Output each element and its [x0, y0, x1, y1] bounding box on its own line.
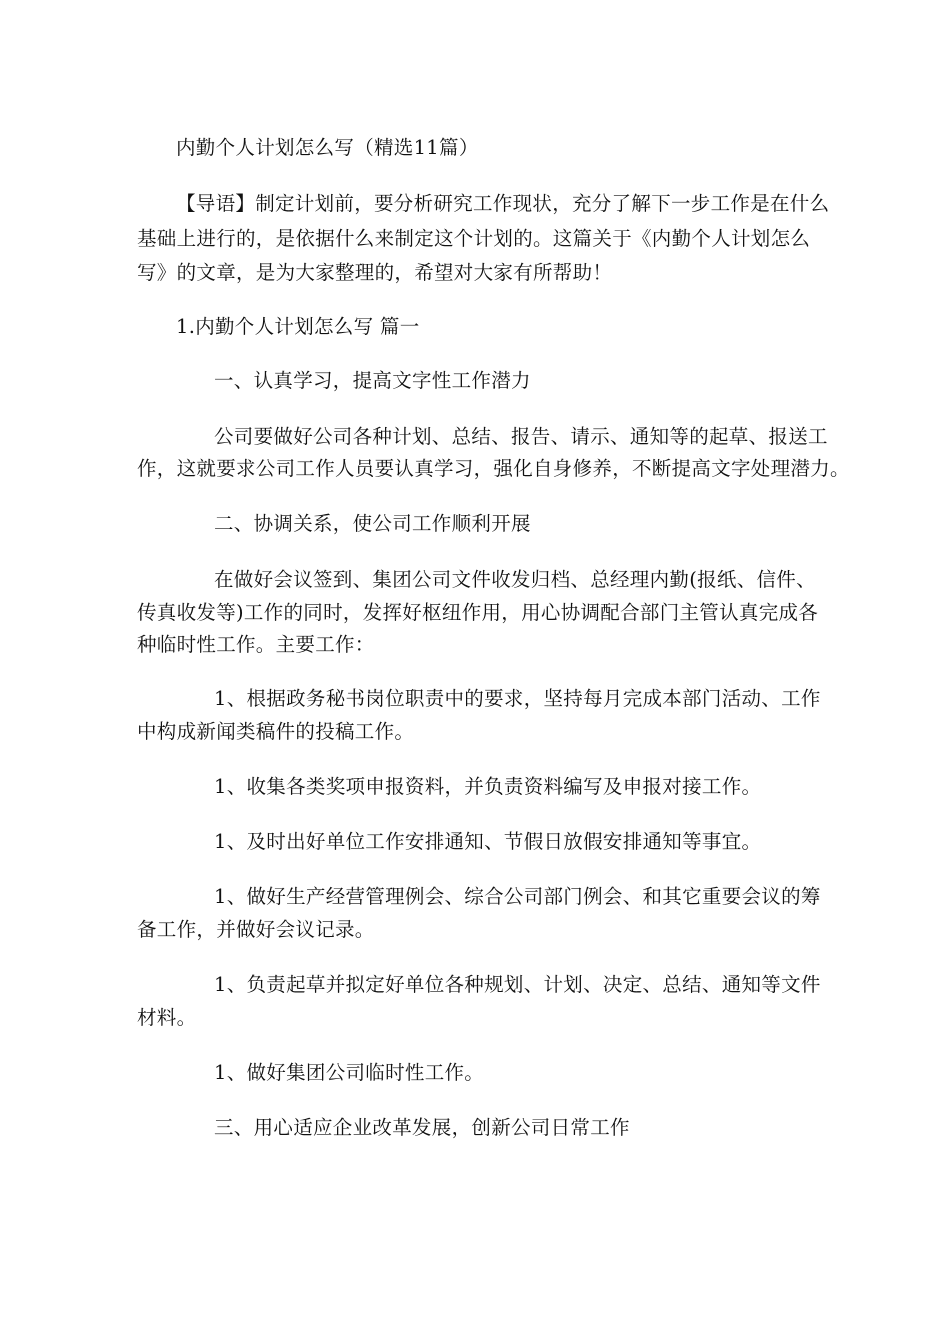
- item-1-line-2: 中构成新闻类稿件的投稿工作。: [137, 720, 415, 743]
- heading-1: 一、认真学习，提高文字性工作潜力: [214, 369, 531, 392]
- item-5-line-2: 材料。: [137, 1006, 197, 1029]
- para-2-line-1: 在做好会议签到、集团公司文件收发归档、总经理内勤(报纸、信件、: [214, 568, 816, 591]
- para-1-line-1: 公司要做好公司各种计划、总结、报告、请示、通知等的起草、报送工: [214, 425, 828, 448]
- heading-2: 二、协调关系，使公司工作顺利开展: [214, 512, 531, 535]
- intro-line-1: 【导语】制定计划前，要分析研究工作现状，充分了解下一步工作是在什么: [176, 192, 830, 215]
- item-2: 1、收集各类奖项申报资料，并负责资料编写及申报对接工作。: [214, 775, 762, 798]
- document-title: 内勤个人计划怎么写（精选11篇）: [176, 136, 479, 159]
- heading-3: 三、用心适应企业改革发展，创新公司日常工作: [214, 1116, 630, 1139]
- para-2-line-3: 种临时性工作。主要工作：: [137, 633, 375, 656]
- item-3: 1、及时出好单位工作安排通知、节假日放假安排通知等事宜。: [214, 830, 762, 853]
- item-6: 1、做好集团公司临时性工作。: [214, 1061, 485, 1084]
- item-4-line-1: 1、做好生产经营管理例会、综合公司部门例会、和其它重要会议的筹: [214, 885, 821, 908]
- item-1-line-1: 1、根据政务秘书岗位职责中的要求，坚持每月完成本部门活动、工作: [214, 687, 821, 710]
- para-2-line-2: 传真收发等)工作的同时，发挥好枢纽作用，用心协调配合部门主管认真完成各: [137, 601, 819, 624]
- section-heading: 1.内勤个人计划怎么写 篇一: [176, 315, 420, 338]
- intro-line-3: 写》的文章，是为大家整理的，希望对大家有所帮助！: [137, 261, 613, 284]
- item-4-line-2: 备工作，并做好会议记录。: [137, 918, 375, 941]
- item-5-line-1: 1、负责起草并拟定好单位各种规划、计划、决定、总结、通知等文件: [214, 973, 821, 996]
- intro-line-2: 基础上进行的，是依据什么来制定这个计划的。这篇关于《内勤个人计划怎么: [137, 227, 811, 250]
- para-1-line-2: 作，这就要求公司工作人员要认真学习，强化自身修养，不断提高文字处理潜力。: [137, 457, 850, 480]
